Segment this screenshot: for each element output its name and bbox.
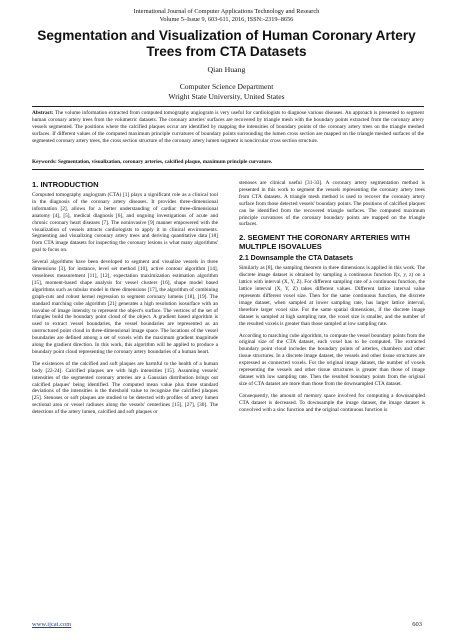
section-heading-segment: 2. SEGMENT THE CORONARY ARTERIES WITH MULTIPLE ISOVALUES <box>239 233 411 252</box>
top-rule <box>32 106 424 107</box>
author-name: Qian Huang <box>207 65 246 74</box>
affiliation-department: Computer Science Department <box>179 82 274 91</box>
right-column <box>239 180 425 418</box>
paragraph: According to marching cube algorithm, to compute the vessel boundary points from the original size of the CTA dataset, each voxel has to be computed. The extracted boundary point cloud includes the boundary points of arteries, chambers and other tissue structures. In a discrete image dataset, the vessels and other tissue structures are expressed as connected voxels. For the original image dataset, the number of voxels representing the vessels and other tissue structures is greater than those of image dataset with low sampling rate. Then the resulted boundary points from the original size of CTA dataset are more than those from the downsampled CTA dataset. <box>239 332 425 387</box>
abstract-label: Abstract: <box>32 110 54 116</box>
journal-name: International Journal of Computer Applications Technology and Research <box>133 8 320 15</box>
paragraph: Computed tomography angiogram (CTA) [1] plays a significant role as a clinical tool in the diagnosis of the coronary artery diseases. It provides three-dimensional information [2], allows for a better understanding of cardiac three-dimensional anatomy [4], [5], medical diagnosis [6], and ongoing investigations of acute and chronic coronary heart diseases [7]. The noninvasive [9] manner empowered with the visualization of vessels attracts cardiologists to apply it in clinical environments. Segmenting and visualizing coronary artery trees and deriving quantitative data [18] from CTA image datasets for inspecting the coronary lesions is what many algorithms' goal to focus on. <box>32 192 218 254</box>
affiliation-university: Wright State University, United States <box>168 91 285 101</box>
journal-header <box>0 8 453 24</box>
author-affiliation <box>0 82 453 101</box>
section-heading-introduction: 1. INTRODUCTION <box>32 180 99 189</box>
paragraph: Several algorithms have been developed to segment and visualize vessels in three dimensions [3], for instance, level set method [10], active contour algorithm [14], vesselness measurement [11], [12], expectation maximization estimation algorithm [15], moment-based shape analysis for vessel clusters [16], shape model based algorithms such as tubular model in three dimensions [17], the algorithm of combining graph-cuts and robust kernel regression to segment coronary lumens [18], [19]. The standard marching cube algorithm [21] generates a high resolution isosurface with an isovalue of image intensity to represent the object's surface. The vertices of the set of triangles build the boundary point cloud of the object. A gradient based algorithm is used to extract vessel boundaries, the vessel boundaries are represented as an unstructured point cloud in three-dimensional image space. The locations of the vessel boundaries are defined among a set of voxels with the maximum gradient magnitude along the gradient direction. In this work, this algorithm will be applied to produce a boundary point cloud representing the coronary artery boundaries of a human heart. <box>32 259 218 355</box>
left-column <box>32 178 218 421</box>
bottom-rule <box>32 169 424 170</box>
subsection-heading-downsample: 2.1 Downsample the CTA Datasets <box>239 255 353 263</box>
abstract <box>32 110 424 145</box>
page-number: 603 <box>412 621 422 628</box>
paragraph: Consequently, the amount of memory space involved for computing a downsampled CTA dataset is decreased. To downsample the image dataset, the image dataset is convolved with a sinc function and the original continuous function is <box>239 392 425 413</box>
journal-volume: Volume 5–Issue 9, 603-611, 2016, ISSN:-2319–8656 <box>159 16 294 23</box>
abstract-text: The volume information extracted from computed tomography angiogram is very useful for cardiologists to diagnose various diseases. An approach is presented to segment human coronary artery trees from the volumetric datasets. The coronary arteries' surfaces are recovered by triangle mesh with the boundary points extracted from the coronary artery vessels segmented. The positions where the calcified plaques occur are identified by mapping the intensities of boundary points of the coronary artery trees on the triangle meshed surfaces. If different values of the computed maximum principle curvatures of boundary points surrounding the lumen cross section are mapped on the triangle meshed surfaces of the segmented coronary artery trees, the cross section structure of the coronary artery lumen segment is noncircular cross section structure. <box>32 110 424 144</box>
keywords: Keywords: Segmentation, visualization, coronary arteries, calcified plaque, maximum principle curvature. <box>32 159 273 165</box>
journal-url-link[interactable]: www.ijcat.com <box>32 621 72 628</box>
paper-title: Segmentation and Visualization of Human Coronary Artery Trees from CTA Datasets <box>37 28 416 59</box>
paragraph: Similarly as [8], the sampling theorem in three dimensions is applied in this work. The discrete image dataset is obtained by sampling a continuous function f(x, y, z) on a lattice with interval (X, Y, Z). For different sampling rate of a continuous function, the lattice interval (X, Y, Z) takes different values. Different lattice interval value represents different voxel size. Then for the same continuous function, the discrete image dataset, when sampled at lower sampling rate, has larger lattice interval, therefore larger voxel size. For the same spatial dimensions, if the discrete image dataset is sampled at high sampling rate, the voxel size is smaller, and the number of the resulted voxels is greater than those sampled at low sampling rate. <box>239 265 425 327</box>
paragraph: stenoses are clinical useful [31-33]. A coronary artery segmentation method is presented in this work to segment the vessels representing the coronary artery trees from CTA datasets. A triangle mesh method is used to recover the coronary artery surface from those detected vessels' boundary points. The positions of calcified plaques can be identified from the recovered triangle surfaces. The computed maximum principle curvatures of the coronary boundary points are mapped on the triangle surfaces. <box>239 180 425 228</box>
paragraph: The existences of the calcified and soft plaques are harmful to the health of a human body [22-24]. Calcified plaques are with high intensities [15]. Assuming vessels' intensities of the segmented coronary arteries are a Gaussian distribution brings out calcified plaques' being identified. The computed mean value plus three standard deviations of the intensities is the threshold value to recognize the calcified plaques [25]. Stenoses or soft plaques are studied to be detected with profiles of artery lumen sectional area or vessel radiuses along the vessels' centerlines [15], [27], [30]. The detections of the artery lumen, calcified and soft plaques or <box>32 360 218 416</box>
